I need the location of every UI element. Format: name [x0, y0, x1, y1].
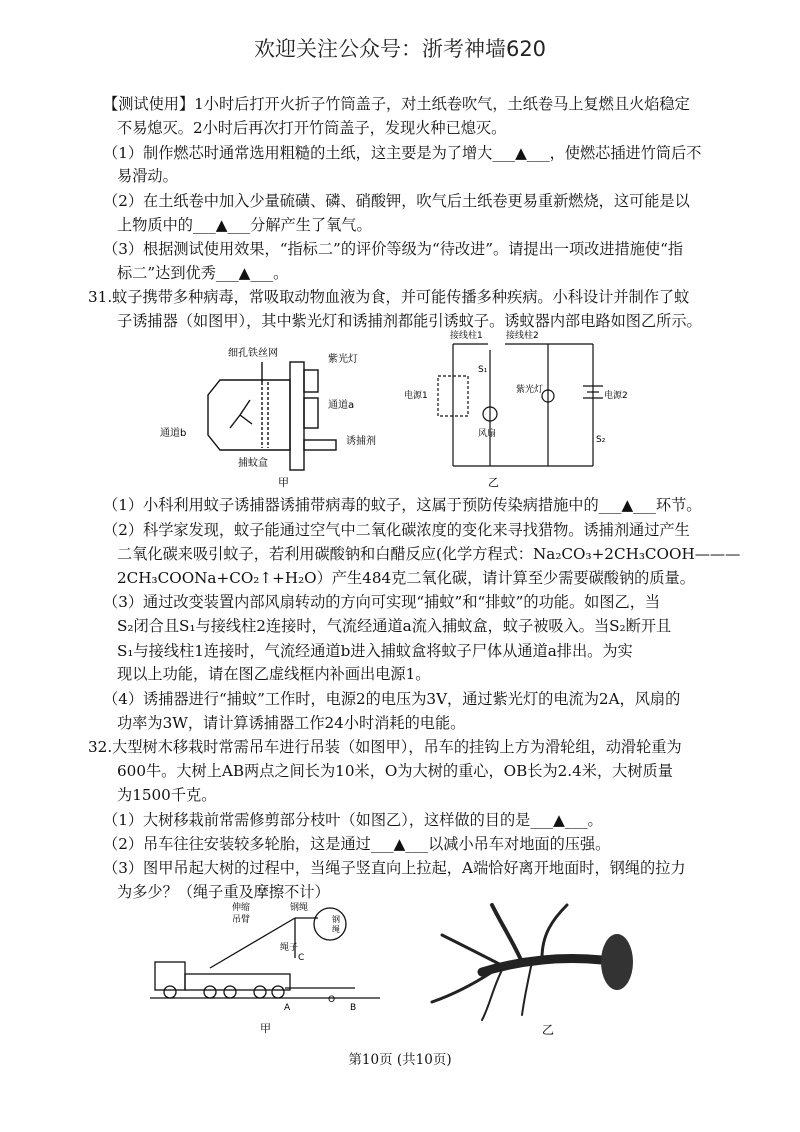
label-s2: S₂ [596, 435, 606, 445]
label-c: C [298, 953, 305, 963]
label-o: O [328, 995, 336, 1005]
text-line: 功率为3W，请计算诱捕器工作24小时消耗的电能。 [117, 714, 466, 732]
page-header: 欢迎关注公众号：浙考神墙620 [253, 37, 547, 61]
text-line: 31.蚊子携带多种病毒，常吸取动物血液为食，并可能传播多种疾病。小科设计并制作了蚊 [88, 288, 690, 306]
label-attractant: 诱捕剂 [346, 436, 376, 447]
text-line: 标二”达到优秀___▲___。 [117, 264, 289, 282]
text-line: 子诱捕器（如图甲），其中紫光灯和诱捕剂都能引诱蚊子。诱蚊器内部电路如图乙所示。 [117, 312, 702, 330]
text-line: 上物质中的___▲___分解产生了氧气。 [117, 216, 372, 234]
text-line: （1）大树移栽前常需修剪部分枝叶（如图乙），这样做的目的是___▲___。 [103, 811, 603, 829]
text-line: 600牛。大树上AB两点之间长为10米，O为大树的重心，OB长为2.4米，大树质量 [117, 762, 673, 780]
text-line: （3）根据测试使用效果，“指标二”的评价等级为“待改进”。请提出一项改进措施使“指 [103, 240, 684, 258]
pruned-tree-illustration [412, 890, 652, 1040]
text-line: 易滑动。 [117, 167, 178, 185]
text-line: （2）在土纸卷中加入少量硫磺、磷、硝酸钾，吹气后土纸卷更易重新燃烧，这可能是以 [103, 192, 690, 210]
text-line: （2）吊车往往安装较多轮胎，这是通过___▲___以减小吊车对地面的压强。 [103, 835, 611, 853]
label-boom: 吊臂 [232, 915, 251, 925]
text-line: （2）科学家发现，蚊子能通过空气中二氧化碳浓度的变化来寻找猎物。诱捕剂通过产生 [103, 521, 690, 539]
text-line: （4）诱捕器进行“捕蚊”工作时，电源2的电压为3V，通过紫光灯的电流为2A，风扇的 [103, 690, 681, 708]
text-line: （1）制作燃芯时通常选用粗糙的土纸，这主要是为了增大___▲___，使燃芯插进竹筒后不 [103, 144, 702, 162]
label-fan: 风扇 [478, 429, 497, 439]
mosquito-trap-diagram [150, 340, 430, 490]
text-line: 32.大型树木移栽时常需吊车进行吊装（如图甲），吊车的挂钩上方为滑轮组，动滑轮重为 [88, 738, 682, 756]
text-line: 二氧化碳来吸引蚊子，若利用碳酸钠和白醋反应(化学方程式：Na₂CO₃+2CH₃COOH——— [117, 545, 741, 563]
label-channel-a: 通道a [328, 400, 355, 411]
label-cable-a: 钢 [332, 915, 340, 924]
label-s1: S₁ [478, 365, 488, 375]
label-power-2: 电源2 [604, 391, 628, 401]
crane-diagram [150, 898, 390, 1038]
label-catch-box: 捕蚊盒 [238, 458, 268, 469]
label-rope: 绳子 [280, 943, 299, 953]
label-a: A [284, 1003, 291, 1013]
label-power-1: 电源1 [404, 391, 428, 401]
label-cable: 钢绳 [290, 903, 309, 913]
label-cable-b: 绳 [332, 925, 340, 934]
text-line: （1）小科利用蚊子诱捕器诱捕带病毒的蚊子，这属于预防传染病措施中的___▲___环节。 [103, 496, 702, 514]
label-b: B [350, 1003, 357, 1013]
label-channel-b: 通道b [160, 428, 187, 439]
circuit-diagram [398, 326, 638, 490]
text-line: S₁与接线柱1连接时，气流经通道b进入捕蚊盒将蚊子尸体从通道a排出。为实 [117, 642, 633, 660]
text-line: 为多少？（绳子重及摩擦不计） [117, 883, 330, 901]
text-line: （3）图甲吊起大树的过程中，当绳子竖直向上拉起，A端恰好离开地面时，钢绳的拉力 [103, 859, 686, 877]
text-line: 不易熄灭。2小时后再次打开竹筒盖子，发现火种已熄灭。 [117, 119, 507, 137]
page-footer: 第10页 (共10页) [348, 1052, 452, 1068]
label-terminal-2: 接线柱2 [506, 331, 539, 341]
label-uv-lamp: 紫光灯 [328, 354, 358, 365]
text-line: （3）通过改变装置内部风扇转动的方向可实现“捕蚊”和“排蚊”的功能。如图乙，当 [103, 593, 661, 611]
label-terminal-1: 接线柱1 [450, 331, 483, 341]
caption-yi: 乙 [542, 1023, 555, 1037]
label-telescopic: 伸缩 [232, 903, 251, 913]
text-line: 现以上功能，请在图乙虚线框内补画出电源1。 [117, 665, 431, 683]
text-line: 2CH₃COONa+CO₂↑+H₂O）产生484克二氧化碳，请计算至少需要碳酸钠的质量。 [117, 569, 695, 587]
label-mesh: 细孔铁丝网 [228, 348, 278, 359]
caption-jia: 甲 [260, 1022, 271, 1035]
caption-jia: 甲 [278, 476, 289, 489]
caption-yi: 乙 [488, 476, 499, 489]
text-line: 【测试使用】1小时后打开火折子竹筒盖子，对土纸卷吹气，土纸卷马上复燃且火焰稳定 [103, 95, 690, 113]
text-line: S₂闭合且S₁与接线柱2连接时，气流经通道a流入捕蚊盒，蚊子被吸入。当S₂断开且 [117, 617, 672, 635]
label-uv-lamp: 紫光灯 [516, 385, 544, 395]
text-line: 为1500千克。 [117, 786, 217, 804]
